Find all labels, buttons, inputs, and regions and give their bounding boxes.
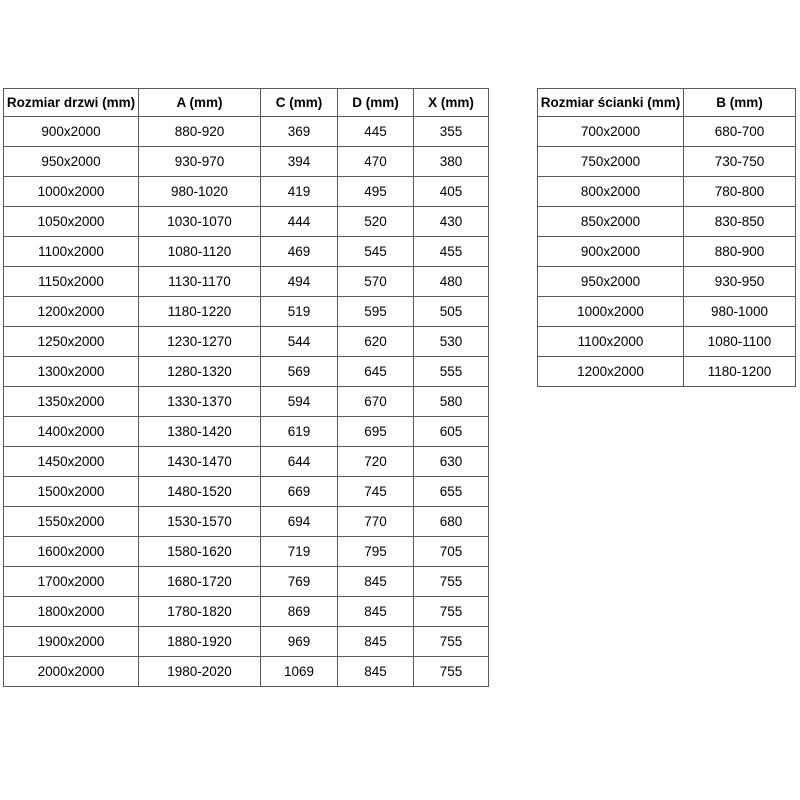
table-cell: 1080-1120 bbox=[139, 237, 261, 267]
table-cell: 1680-1720 bbox=[139, 567, 261, 597]
table-cell: 619 bbox=[261, 417, 338, 447]
table-cell: 445 bbox=[338, 117, 414, 147]
table-cell: 845 bbox=[338, 657, 414, 687]
table-cell: 720 bbox=[338, 447, 414, 477]
table-cell: 545 bbox=[338, 237, 414, 267]
table-cell: 1430-1470 bbox=[139, 447, 261, 477]
table-cell: 1780-1820 bbox=[139, 597, 261, 627]
table-cell: 380 bbox=[414, 147, 489, 177]
table-row bbox=[538, 237, 796, 267]
table-cell: 620 bbox=[338, 327, 414, 357]
table-cell: 930-950 bbox=[684, 267, 796, 297]
table-row bbox=[4, 507, 489, 537]
table-cell: 469 bbox=[261, 237, 338, 267]
table-cell: 505 bbox=[414, 297, 489, 327]
column-header: B (mm) bbox=[684, 89, 796, 117]
table-row bbox=[538, 207, 796, 237]
table-cell: 770 bbox=[338, 507, 414, 537]
table-cell: 1330-1370 bbox=[139, 387, 261, 417]
table-cell: 570 bbox=[338, 267, 414, 297]
table-cell: 1880-1920 bbox=[139, 627, 261, 657]
table-cell: 355 bbox=[414, 117, 489, 147]
table-cell: 405 bbox=[414, 177, 489, 207]
table-cell: 569 bbox=[261, 357, 338, 387]
table-cell: 1000x2000 bbox=[4, 177, 139, 207]
table-cell: 1280-1320 bbox=[139, 357, 261, 387]
table-cell: 980-1020 bbox=[139, 177, 261, 207]
table-cell: 645 bbox=[338, 357, 414, 387]
table-cell: 519 bbox=[261, 297, 338, 327]
table-row bbox=[4, 267, 489, 297]
table-cell: 755 bbox=[414, 627, 489, 657]
table-cell: 1180-1200 bbox=[684, 357, 796, 387]
table-cell: 845 bbox=[338, 567, 414, 597]
table-cell: 555 bbox=[414, 357, 489, 387]
table-cell: 669 bbox=[261, 477, 338, 507]
table-row bbox=[4, 597, 489, 627]
table-cell: 494 bbox=[261, 267, 338, 297]
table-row bbox=[4, 567, 489, 597]
table-cell: 1350x2000 bbox=[4, 387, 139, 417]
table-cell: 1250x2000 bbox=[4, 327, 139, 357]
table-cell: 1800x2000 bbox=[4, 597, 139, 627]
table-cell: 1380-1420 bbox=[139, 417, 261, 447]
table-row bbox=[4, 447, 489, 477]
table-cell: 644 bbox=[261, 447, 338, 477]
table-row bbox=[4, 147, 489, 177]
table-cell: 1300x2000 bbox=[4, 357, 139, 387]
table-cell: 869 bbox=[261, 597, 338, 627]
table-row bbox=[4, 477, 489, 507]
table-cell: 880-920 bbox=[139, 117, 261, 147]
table-cell: 969 bbox=[261, 627, 338, 657]
table-cell: 845 bbox=[338, 597, 414, 627]
table-cell: 880-900 bbox=[684, 237, 796, 267]
table-row bbox=[4, 237, 489, 267]
column-header: Rozmiar drzwi (mm) bbox=[4, 89, 139, 117]
table-row bbox=[4, 117, 489, 147]
table-cell: 1100x2000 bbox=[538, 327, 684, 357]
table-row bbox=[4, 417, 489, 447]
table-cell: 369 bbox=[261, 117, 338, 147]
table-cell: 394 bbox=[261, 147, 338, 177]
table-cell: 1900x2000 bbox=[4, 627, 139, 657]
table-cell: 670 bbox=[338, 387, 414, 417]
table-cell: 1050x2000 bbox=[4, 207, 139, 237]
table-cell: 845 bbox=[338, 627, 414, 657]
table-cell: 419 bbox=[261, 177, 338, 207]
table-cell: 2000x2000 bbox=[4, 657, 139, 687]
table-cell: 930-970 bbox=[139, 147, 261, 177]
table-cell: 430 bbox=[414, 207, 489, 237]
table-cell: 755 bbox=[414, 657, 489, 687]
table-cell: 750x2000 bbox=[538, 147, 684, 177]
table-cell: 1000x2000 bbox=[538, 297, 684, 327]
table-cell: 655 bbox=[414, 477, 489, 507]
table-cell: 1069 bbox=[261, 657, 338, 687]
header-row bbox=[4, 89, 489, 117]
table-cell: 480 bbox=[414, 267, 489, 297]
table-cell: 530 bbox=[414, 327, 489, 357]
table-cell: 900x2000 bbox=[538, 237, 684, 267]
table-row bbox=[4, 627, 489, 657]
table-cell: 1600x2000 bbox=[4, 537, 139, 567]
table-cell: 1200x2000 bbox=[538, 357, 684, 387]
table-row bbox=[538, 177, 796, 207]
table-cell: 1530-1570 bbox=[139, 507, 261, 537]
table-row bbox=[4, 357, 489, 387]
table-cell: 1550x2000 bbox=[4, 507, 139, 537]
table-row bbox=[538, 117, 796, 147]
table-cell: 1130-1170 bbox=[139, 267, 261, 297]
table-row bbox=[4, 177, 489, 207]
table-cell: 695 bbox=[338, 417, 414, 447]
table-row bbox=[538, 147, 796, 177]
table-cell: 1100x2000 bbox=[4, 237, 139, 267]
column-header: C (mm) bbox=[261, 89, 338, 117]
table-row bbox=[4, 207, 489, 237]
table-cell: 830-850 bbox=[684, 207, 796, 237]
table-cell: 455 bbox=[414, 237, 489, 267]
table-cell: 1580-1620 bbox=[139, 537, 261, 567]
wall-panel-sizes-table bbox=[537, 88, 796, 387]
table-cell: 470 bbox=[338, 147, 414, 177]
table-cell: 495 bbox=[338, 177, 414, 207]
table-cell: 1230-1270 bbox=[139, 327, 261, 357]
table-cell: 950x2000 bbox=[538, 267, 684, 297]
table-row bbox=[538, 327, 796, 357]
table-cell: 769 bbox=[261, 567, 338, 597]
table-cell: 444 bbox=[261, 207, 338, 237]
table-cell: 780-800 bbox=[684, 177, 796, 207]
table-cell: 1030-1070 bbox=[139, 207, 261, 237]
table-row bbox=[538, 267, 796, 297]
table-row bbox=[538, 297, 796, 327]
table-row bbox=[4, 387, 489, 417]
table-cell: 950x2000 bbox=[4, 147, 139, 177]
table-row bbox=[538, 357, 796, 387]
table-cell: 700x2000 bbox=[538, 117, 684, 147]
column-header: A (mm) bbox=[139, 89, 261, 117]
table-row bbox=[4, 327, 489, 357]
table-cell: 1400x2000 bbox=[4, 417, 139, 447]
table-cell: 730-750 bbox=[684, 147, 796, 177]
table-cell: 580 bbox=[414, 387, 489, 417]
table-cell: 1700x2000 bbox=[4, 567, 139, 597]
table-row bbox=[4, 297, 489, 327]
column-header: D (mm) bbox=[338, 89, 414, 117]
table-cell: 594 bbox=[261, 387, 338, 417]
table-cell: 630 bbox=[414, 447, 489, 477]
table-cell: 1150x2000 bbox=[4, 267, 139, 297]
column-header: Rozmiar ścianki (mm) bbox=[538, 89, 684, 117]
table-cell: 1200x2000 bbox=[4, 297, 139, 327]
table-cell: 605 bbox=[414, 417, 489, 447]
table-cell: 795 bbox=[338, 537, 414, 567]
table-cell: 980-1000 bbox=[684, 297, 796, 327]
table-cell: 800x2000 bbox=[538, 177, 684, 207]
table-cell: 719 bbox=[261, 537, 338, 567]
header-row bbox=[538, 89, 796, 117]
table-cell: 680-700 bbox=[684, 117, 796, 147]
table-cell: 1980-2020 bbox=[139, 657, 261, 687]
table-cell: 694 bbox=[261, 507, 338, 537]
table-cell: 680 bbox=[414, 507, 489, 537]
table-cell: 755 bbox=[414, 597, 489, 627]
column-header: X (mm) bbox=[414, 89, 489, 117]
table-cell: 755 bbox=[414, 567, 489, 597]
table-cell: 745 bbox=[338, 477, 414, 507]
table-cell: 900x2000 bbox=[4, 117, 139, 147]
table-cell: 1450x2000 bbox=[4, 447, 139, 477]
table-cell: 1480-1520 bbox=[139, 477, 261, 507]
table-cell: 705 bbox=[414, 537, 489, 567]
table-cell: 1500x2000 bbox=[4, 477, 139, 507]
table-cell: 1180-1220 bbox=[139, 297, 261, 327]
table-cell: 850x2000 bbox=[538, 207, 684, 237]
door-sizes-table bbox=[3, 88, 489, 687]
table-cell: 595 bbox=[338, 297, 414, 327]
table-row bbox=[4, 657, 489, 687]
table-cell: 1080-1100 bbox=[684, 327, 796, 357]
table-row bbox=[4, 537, 489, 567]
table-cell: 520 bbox=[338, 207, 414, 237]
table-cell: 544 bbox=[261, 327, 338, 357]
